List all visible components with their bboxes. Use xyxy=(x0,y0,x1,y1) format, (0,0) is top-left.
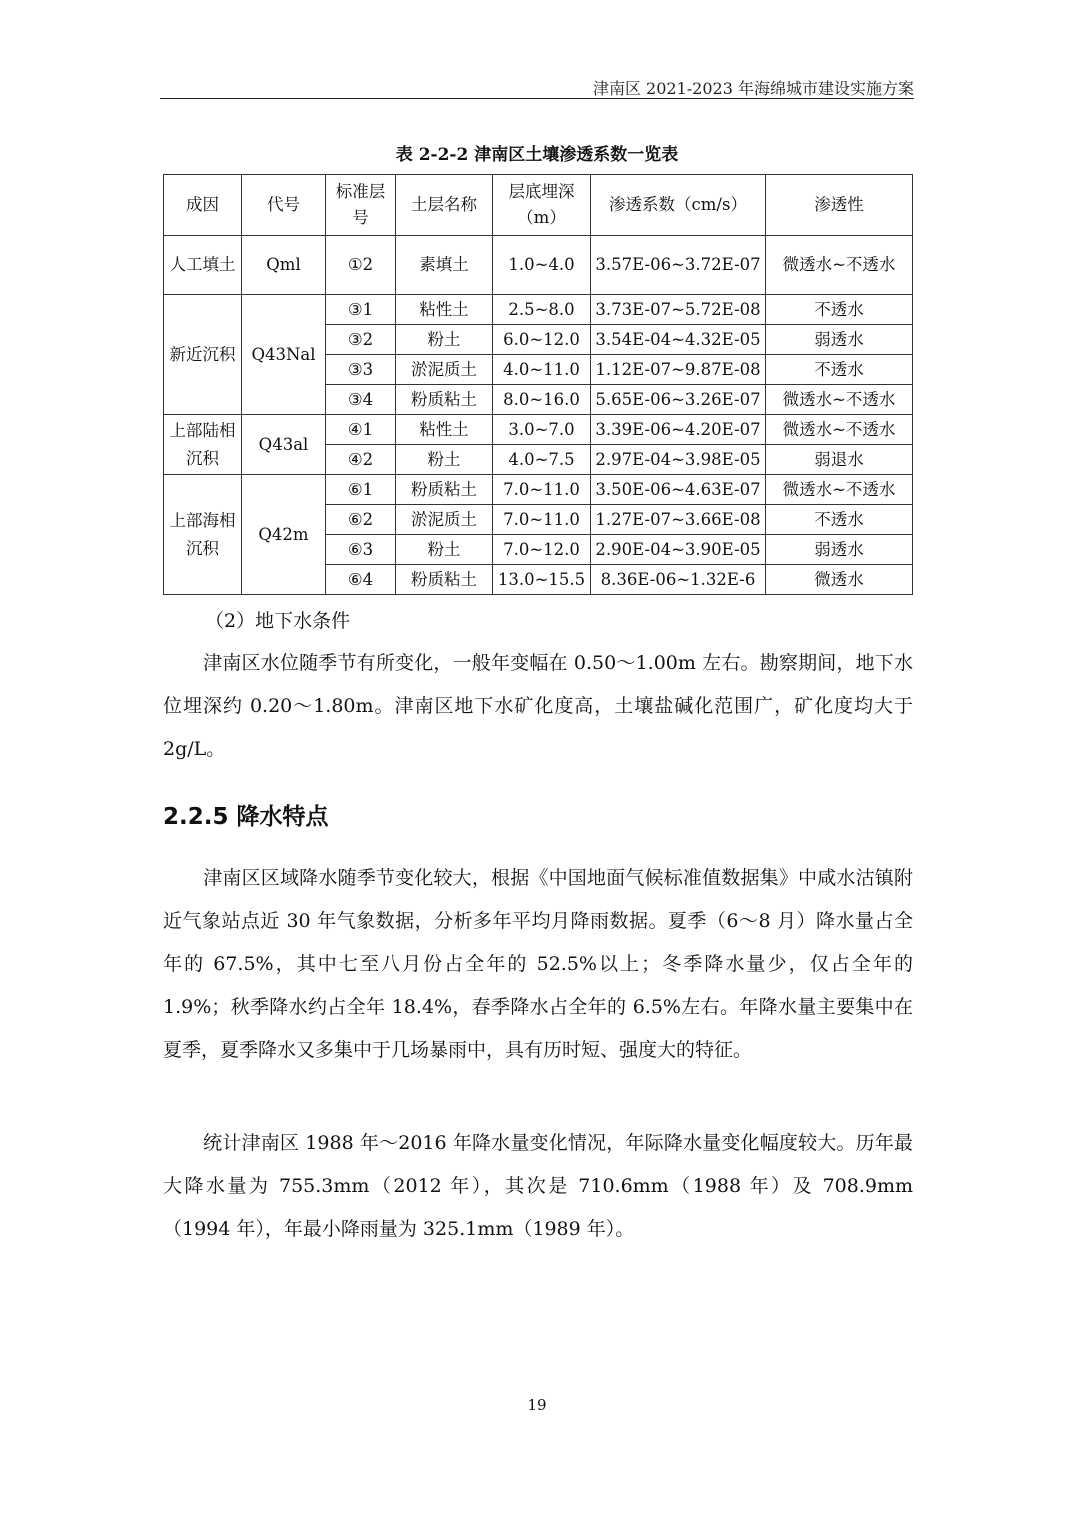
col-header-permeability: 渗透性 xyxy=(766,175,913,236)
layer-no-cell: ④2 xyxy=(326,445,396,475)
depth-cell: 6.0~12.0 xyxy=(493,325,591,355)
rainfall-paragraph-1 xyxy=(163,857,913,1072)
soil-name-cell: 淤泥质土 xyxy=(396,505,493,535)
col-header-layer-no: 标准层号 xyxy=(326,175,396,236)
permeability-cell: 不透水 xyxy=(766,355,913,385)
depth-cell: 3.0~7.0 xyxy=(493,415,591,445)
genesis-cell: 上部海相沉积 xyxy=(164,475,242,595)
coefficient-cell: 1.12E-07~9.87E-08 xyxy=(591,355,766,385)
rainfall-paragraph-1-text: 津南区区域降水随季节变化较大，根据《中国地面气候标准值数据集》中咸水沽镇附近气象站点近 30 年气象数据，分析多年平均月降雨数据。夏季（6～8 月）降水量占全年的 67.5%，其中七至八月份占全年的 52.5%以上；冬季降水量少，仅占全年的 1.9%；秋季降水约占全年 18.4%，春季降水占全年的 6.5%左右。年降水量主要集中在夏季，夏季降水又多集中于几场暴雨中，具有历时短、强度大的特征。 xyxy=(163,867,913,1061)
section-title: 2.2.5 降水特点 xyxy=(163,804,329,830)
code-cell: Q42m xyxy=(242,475,326,595)
header-title: 津南区 2021-2023 年海绵城市建设实施方案 xyxy=(592,79,914,98)
soil-name-cell: 粉质粘土 xyxy=(396,385,493,415)
layer-no-cell: ⑥1 xyxy=(326,475,396,505)
layer-no-cell: ⑥2 xyxy=(326,505,396,535)
coefficient-cell: 3.57E-06~3.72E-07 xyxy=(591,236,766,295)
code-cell: Q43al xyxy=(242,415,326,475)
soil-name-cell: 素填土 xyxy=(396,236,493,295)
soil-name-cell: 淤泥质土 xyxy=(396,355,493,385)
layer-no-cell: ③4 xyxy=(326,385,396,415)
depth-cell: 4.0~11.0 xyxy=(493,355,591,385)
depth-cell: 2.5~8.0 xyxy=(493,295,591,325)
page-number: 19 xyxy=(527,1396,547,1414)
col-header-coefficient: 渗透系数（cm/s） xyxy=(591,175,766,236)
groundwater-paragraph xyxy=(163,642,913,771)
soil-name-cell: 粉质粘土 xyxy=(396,565,493,595)
rainfall-paragraph-2 xyxy=(163,1122,913,1251)
permeability-cell: 微透水~不透水 xyxy=(766,236,913,295)
coefficient-cell: 5.65E-06~3.26E-07 xyxy=(591,385,766,415)
col-header-depth: 层底埋深（m） xyxy=(493,175,591,236)
coefficient-cell: 3.54E-04~4.32E-05 xyxy=(591,325,766,355)
code-cell: Q43Nal xyxy=(242,295,326,415)
permeability-cell: 微透水~不透水 xyxy=(766,385,913,415)
permeability-cell: 弱透水 xyxy=(766,535,913,565)
depth-cell: 8.0~16.0 xyxy=(493,385,591,415)
genesis-cell: 人工填土 xyxy=(164,236,242,295)
layer-no-cell: ①2 xyxy=(326,236,396,295)
depth-cell: 7.0~11.0 xyxy=(493,475,591,505)
coefficient-cell: 2.97E-04~3.98E-05 xyxy=(591,445,766,475)
soil-name-cell: 粉质粘土 xyxy=(396,475,493,505)
soil-name-cell: 粘性土 xyxy=(396,295,493,325)
layer-no-cell: ③3 xyxy=(326,355,396,385)
depth-cell: 7.0~11.0 xyxy=(493,505,591,535)
genesis-cell: 上部陆相沉积 xyxy=(164,415,242,475)
groundwater-paragraph-text: 津南区水位随季节有所变化，一般年变幅在 0.50～1.00m 左右。勘察期间，地下水位埋深约 0.20～1.80m。津南区地下水矿化度高，土壤盐碱化范围广，矿化度均大于 2g/L。 xyxy=(163,652,913,760)
table-caption: 表 2-2-2 津南区土壤渗透系数一览表 xyxy=(395,145,679,165)
page-header xyxy=(160,68,914,99)
layer-no-cell: ④1 xyxy=(326,415,396,445)
table-row xyxy=(164,475,913,505)
depth-cell: 4.0~7.5 xyxy=(493,445,591,475)
depth-cell: 1.0~4.0 xyxy=(493,236,591,295)
coefficient-cell: 8.36E-06~1.32E-6 xyxy=(591,565,766,595)
layer-no-cell: ③2 xyxy=(326,325,396,355)
table-row xyxy=(164,415,913,445)
coefficient-cell: 3.50E-06~4.63E-07 xyxy=(591,475,766,505)
soil-name-cell: 粉土 xyxy=(396,325,493,355)
permeability-cell: 弱退水 xyxy=(766,445,913,475)
col-header-soil-name: 土层名称 xyxy=(396,175,493,236)
layer-no-cell: ⑥3 xyxy=(326,535,396,565)
layer-no-cell: ⑥4 xyxy=(326,565,396,595)
permeability-cell: 不透水 xyxy=(766,295,913,325)
layer-no-cell: ③1 xyxy=(326,295,396,325)
table-row xyxy=(164,295,913,325)
permeability-cell: 微透水~不透水 xyxy=(766,475,913,505)
coefficient-cell: 2.90E-04~3.90E-05 xyxy=(591,535,766,565)
rainfall-paragraph-2-text: 统计津南区 1988 年～2016 年降水量变化情况，年际降水量变化幅度较大。历年最大降水量为 755.3mm（2012 年），其次是 710.6mm（1988 年）及 708.9mm（1994 年），年最小降雨量为 325.1mm（1989 年）。 xyxy=(163,1132,913,1240)
permeability-cell: 弱透水 xyxy=(766,325,913,355)
genesis-cell: 新近沉积 xyxy=(164,295,242,415)
col-header-genesis: 成因 xyxy=(164,175,242,236)
coefficient-cell: 3.73E-07~5.72E-08 xyxy=(591,295,766,325)
depth-cell: 13.0~15.5 xyxy=(493,565,591,595)
soil-permeability-table xyxy=(163,174,913,595)
permeability-cell: 不透水 xyxy=(766,505,913,535)
soil-name-cell: 粉土 xyxy=(396,535,493,565)
soil-name-cell: 粘性土 xyxy=(396,415,493,445)
table-row xyxy=(164,236,913,295)
depth-cell: 7.0~12.0 xyxy=(493,535,591,565)
permeability-cell: 微透水~不透水 xyxy=(766,415,913,445)
col-header-code: 代号 xyxy=(242,175,326,236)
permeability-cell: 微透水 xyxy=(766,565,913,595)
groundwater-subheading: （2）地下水条件 xyxy=(205,610,351,632)
soil-name-cell: 粉土 xyxy=(396,445,493,475)
coefficient-cell: 1.27E-07~3.66E-08 xyxy=(591,505,766,535)
code-cell: Qml xyxy=(242,236,326,295)
coefficient-cell: 3.39E-06~4.20E-07 xyxy=(591,415,766,445)
